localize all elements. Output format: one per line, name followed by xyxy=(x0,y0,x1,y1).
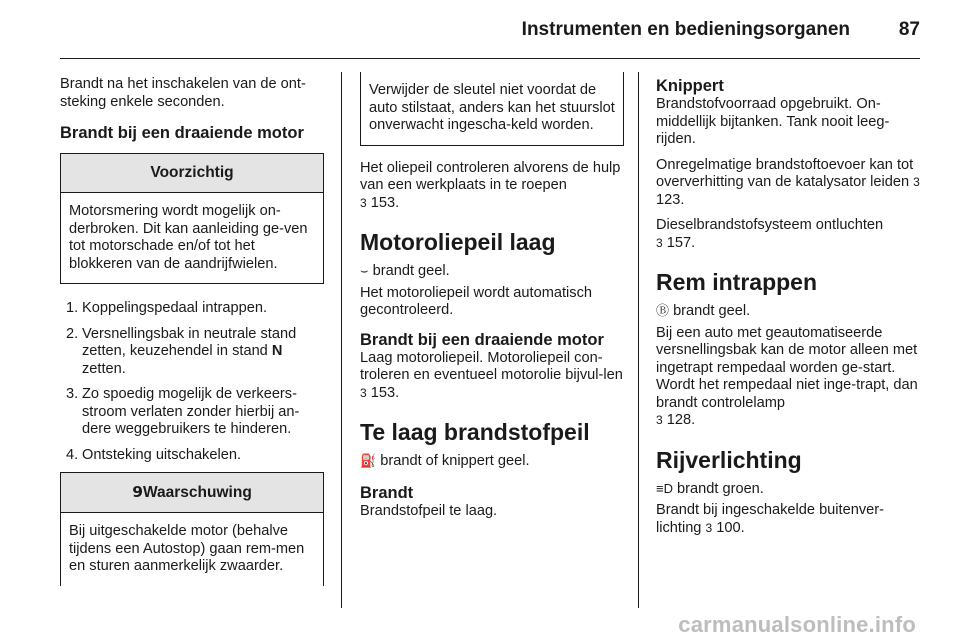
section-heading: Brandt bij een draaiende motor xyxy=(360,330,604,349)
oil-check-paragraph: Het oliepeil controleren alvorens de hulp van een werkplaats in te roepen 3 153. xyxy=(360,159,621,211)
column-left xyxy=(60,76,324,598)
steps-list xyxy=(60,300,324,464)
paragraph: Laag motoroliepeil. Motoroliepeil con-troleren en eventueel motorolie bijvul-len 3 153. xyxy=(360,349,623,401)
list-item: 4. Ontsteking uitschakelen. xyxy=(66,446,241,463)
paragraph: Dieselbrandstofsysteem ontluchten 3 157. xyxy=(656,217,884,251)
section-heading: Brandt bij een draaiende motor xyxy=(60,124,304,142)
column-right xyxy=(656,76,922,545)
section-title: Motoroliepeil laag xyxy=(360,229,556,255)
page-ref-icon: 3 xyxy=(913,175,920,189)
warning-title: 9Waarschuwing xyxy=(61,473,323,513)
watermark: carmanualsonline.info xyxy=(678,612,916,637)
header-divider xyxy=(60,58,920,59)
status-line: ≡D brandt groen. xyxy=(656,480,764,497)
page-header-title: Instrumenten en bedieningsorganen xyxy=(521,19,850,40)
page-ref-icon: 3 xyxy=(656,235,663,250)
section-heading: Knippert xyxy=(656,77,724,95)
page-ref-icon: 3 xyxy=(705,520,713,535)
intro-paragraph: Brandt na het inschakelen van de ont-steking enkele seconden. xyxy=(60,76,306,110)
page-ref-icon: 3 xyxy=(656,413,663,427)
caution-title: Voorzichtig xyxy=(61,154,323,193)
warning-body: Bij uitgeschakelde motor (behalve tijdens een Autostop) gaan rem-men en sturen aanmerkelijk zwaarder. xyxy=(69,523,305,574)
oil-can-icon: ⌣ xyxy=(360,263,369,278)
status-line: ⌣ brandt geel. xyxy=(360,263,450,279)
warning-box-continued xyxy=(360,72,624,146)
warning-box xyxy=(60,472,324,586)
section-title: Te laag brandstofpeil xyxy=(360,419,590,445)
list-item: 2. Versnellingsbak in neutrale stand zetten, keuzehendel in stand N zetten. xyxy=(66,325,297,377)
paragraph: Onregelmatige brandstoftoevoer kan tot oververhitting van de katalysator leiden 3 123. xyxy=(656,156,920,208)
headlight-icon: ≡D xyxy=(656,480,673,496)
status-line: ⛽ brandt of knippert geel. xyxy=(360,453,530,469)
column-divider-2 xyxy=(638,72,639,608)
list-item: 3. Zo spoedig mogelijk de verkeers-stroom verlaten zonder hierbij an-dere weggebruikers te hinderen. xyxy=(66,386,300,437)
column-middle xyxy=(360,72,624,528)
paragraph: Brandstofvoorraad opgebruikt. On-middellijk bijtanken. Tank nooit leeg-rijden. xyxy=(656,96,890,147)
list-item: 1. Koppelingspedaal intrappen. xyxy=(66,300,268,316)
caution-body: Motorsmering wordt mogelijk on-derbroken. Dit kan aanleiding ge-ven tot motorschade en/of tot het blokkeren van de aandrijfwielen. xyxy=(69,203,308,272)
paragraph: Brandt bij ingeschakelde buitenver-lichting 3 100. xyxy=(656,502,884,536)
brake-pedal-icon: Ⓑ xyxy=(656,303,670,318)
section-title: Rijverlichting xyxy=(656,446,802,473)
section-heading: Brandt xyxy=(360,483,414,502)
paragraph: Het motoroliepeil wordt automatisch gecontroleerd. xyxy=(360,284,592,318)
paragraph: Brandstofpeil te laag. xyxy=(360,502,498,519)
page-ref-icon: 3 xyxy=(360,385,367,400)
status-line: Ⓑ brandt geel. xyxy=(656,303,751,319)
paragraph: Bij een auto met geautomatiseerde versnellingsbak kan de motor alleen met ingetrapt rempedaal worden ge-start. Wordt het rempedaal niet inge-trapt, dan brandt controlelamp 3 128. xyxy=(656,324,918,428)
fuel-pump-icon: ⛽ xyxy=(360,453,377,468)
page-number: 87 xyxy=(898,19,920,40)
column-divider-1 xyxy=(341,72,342,608)
section-title: Rem intrappen xyxy=(656,269,818,295)
caution-box xyxy=(60,153,324,284)
page-ref-icon: 3 xyxy=(360,195,367,210)
warning-continued-body: Verwijder de sleutel niet voordat de auto stilstaat, anders kan het stuurslot onverwacht ingescha-keld worden. xyxy=(369,82,615,133)
warning-icon: 9 xyxy=(132,483,143,501)
